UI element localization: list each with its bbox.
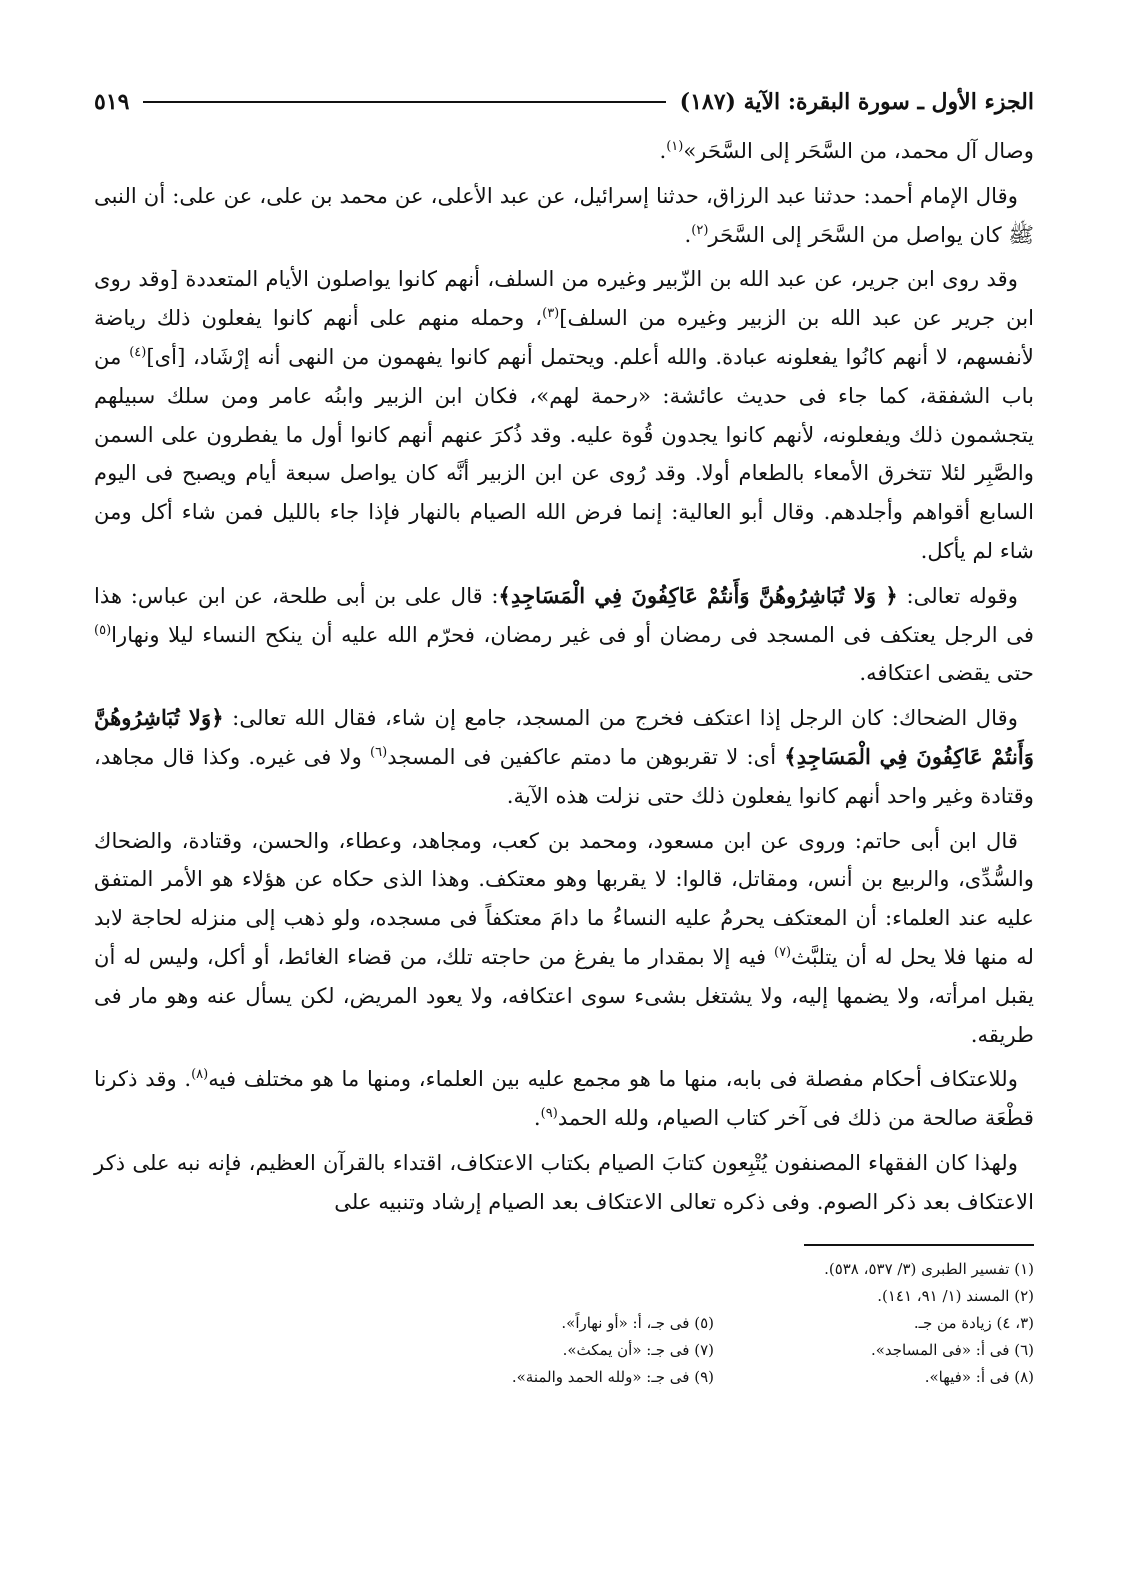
text-segment: قال ابن أبى حاتم: وروى عن ابن مسعود، ومحمد بن كعب، ومجاهد، وعطاء، والحسن، وقتادة، والضحاك والسُّدِّى، والربيع بن أنس، ومقاتل، قالوا: لا يقربها وهو معتكف. وهذا الذى حكاه عن هؤلاء هو الأمر المتفق عليه عند العلماء: أن المعتكف يحرمُ عليه النساءُ ما دامَ معتكفاً فى مسجده، ولو ذهب إلى منزله لحاجة لابد له منها فلا يحل له أن يتلبَّث — [94, 827, 1035, 969]
text-segment: وقال الإمام أحمد: حدثنا عبد الرزاق، حدثنا إسرائيل، عن عبد الأعلى، عن محمد بن على، عن على: أن النبى ﷺ كان يواصل من السَّحَر إلى السَّحَر — [94, 182, 1034, 247]
paragraph — [94, 699, 1034, 815]
footnote: (٦) فى أ: «فى المساجد». — [870, 1340, 1034, 1359]
text-segment: وصال آل محمد، من السَّحَر إلى السَّحَر» — [683, 138, 1034, 163]
footnote: (٢) المسند (١/ ٩١، ١٤١). — [877, 1286, 1034, 1305]
footnote: (٣، ٤) زيادة من جـ. — [913, 1313, 1034, 1332]
text-segment: . — [533, 1105, 541, 1131]
footnote-marker: (٨) — [191, 1067, 209, 1083]
footnote-row — [94, 1283, 1034, 1310]
body-text — [94, 132, 1034, 1222]
footnote-marker: (٥) — [94, 622, 112, 638]
running-header-title: الجزء الأول ـ سورة البقرة: الآية (١٨٧) — [679, 89, 1034, 115]
footnote-marker: (٦) — [370, 744, 388, 760]
footnote: (٩) فى جـ: «ولله الحمد والمنة». — [511, 1367, 714, 1386]
quran-verse: ﴿ وَلا تُبَاشِرُوهُنَّ وَأَنتُمْ عَاكِفُونَ فِي الْمَسَاجِدِ﴾ — [498, 582, 898, 608]
text-segment: ولهذا كان الفقهاء المصنفون يُتْبِعون كتابَ الصيام بكتاب الاعتكاف، اقتداء بالقرآن العظيم، فإنه نبه على ذكر الاعتكاف بعد ذكر الصوم. وفى ذكره تعالى الاعتكاف بعد الصيام إرشاد وتنبيه على — [94, 1149, 1034, 1214]
text-segment: : قال على بن أبى طلحة، عن ابن عباس: هذا فى الرجل يعتكف فى المسجد فى رمضان أو فى غير رمضان، فحرّم الله عليه أن ينكح النساء ليلا ونهارا — [94, 582, 1034, 647]
text-segment: وقد روى ابن جرير، عن عبد الله بن الزّبير وغيره من السلف، أنهم كانوا يواصلون الأيام المتعددة [وقد روى ابن جرير عن عبد الله بن الزبير وغيره من السلف] — [94, 266, 1034, 331]
text-segment: . وقد ذكرنا قطْعَة صالحة من ذلك فى آخر كتاب الصيام، ولله الحمد — [94, 1066, 1034, 1131]
text-segment: من باب الشفقة، كما جاء فى حديث عائشة: «رحمة لهم»، فكان ابن الزبير وابنُه عامر ومن سلك سبيلهم يتجشمون ذلك ويفعلونه، لأنهم كانوا يجدون قُوة عليه. وقد ذُكرَ عنهم أنهم كانوا أول ما يفطرون على السمن والصَّبِر لئلا تتخرق الأمعاء بالطعام أولا. وقد رُوى عن ابن الزبير أنَّه كان يواصل سبعة أيام ويصبح فى اليوم السابع أقواهم وأجلدهم. وقال أبو العالية: إنما فرض الله الصيام بالنهار فإذا جاء بالليل فمن شاء أكل ومن شاء لم يأكل. — [94, 343, 1035, 563]
footnote: (٥) فى جـ، أ: «أو نهاراً». — [561, 1313, 714, 1332]
paragraph — [94, 177, 1034, 255]
footnote-marker: (٧) — [773, 944, 792, 960]
footnote: (٧) فى جـ: «أن يمكث». — [562, 1340, 714, 1359]
text-segment: وقوله تعالى: — [897, 582, 1019, 608]
text-segment: أى: لا تقربوهن ما دمتم عاكفين فى المسجد — [387, 743, 785, 769]
paragraph — [94, 1144, 1034, 1222]
footnote-separator — [804, 1244, 1034, 1246]
footnote-marker: (٢) — [691, 222, 709, 238]
page-number: ٥١٩ — [94, 89, 130, 115]
running-header — [94, 82, 1034, 122]
footnote: (١) تفسير الطبرى (٣/ ٥٣٧، ٥٣٨). — [824, 1259, 1034, 1278]
paragraph — [94, 260, 1034, 570]
footnote-row — [94, 1337, 1034, 1364]
paragraph — [94, 1060, 1034, 1138]
footnote-marker: (١) — [666, 138, 684, 154]
text-segment: . — [659, 138, 667, 163]
paragraph — [94, 132, 1034, 171]
footnote-marker: (٤) — [129, 344, 147, 360]
header-rule — [143, 101, 665, 103]
book-page — [94, 82, 1034, 1391]
footnote-marker: (٩) — [540, 1106, 558, 1122]
quran-verse: ﴿وَلا تُبَاشِرُوهُنَّ وَأَنتُمْ عَاكِفُونَ فِي الْمَسَاجِدِ﴾ — [94, 705, 1035, 769]
text-segment: وقال الضحاك: كان الرجل إذا اعتكف فخرج من المسجد، جامع إن شاء، فقال الله تعالى: — [223, 705, 1018, 731]
text-segment: ، وحمله منهم على أنهم كانوا يفعلون ذلك رياضة لأنفسهم، لا أنهم كانُوا يفعلونه عبادة. والله أعلم. ويحتمل أنهم كانوا يفهمون من النهى أنه إرْشَاد، [أى] — [94, 305, 1034, 369]
footnote-row — [94, 1310, 1034, 1337]
footnote: (٨) فى أ: «فيها». — [924, 1367, 1034, 1386]
text-segment: ولا فى غيره. وكذا قال مجاهد، وقتادة وغير واحد أنهم كانوا يفعلون ذلك حتى نزلت هذه الآية. — [94, 743, 1034, 808]
footnote-row — [94, 1364, 1034, 1391]
text-segment: حتى يقضى اعتكافه. — [859, 660, 1034, 686]
footnote-marker: (٣) — [542, 306, 560, 322]
text-segment: فيه إلا بمقدار ما يفرغ من حاجته تلك، من قضاء الغائط، أو أكل، وليس له أن يقبل امرأته، ولا يضمها إليه، ولا يشتغل بشىء سوى اعتكافه، ولا يعود المريض، لكن يسأل عنه وهو مار فى طريقه. — [94, 943, 1034, 1047]
text-segment: . — [684, 221, 692, 247]
text-segment: وللاعتكاف أحكام مفصلة فى بابه، منها ما هو مجمع عليه بين العلماء، ومنها ما هو مختلف فيه — [208, 1066, 1018, 1092]
paragraph — [94, 822, 1034, 1055]
paragraph — [94, 577, 1034, 693]
footnotes — [94, 1256, 1034, 1391]
footnote-row — [94, 1256, 1034, 1283]
